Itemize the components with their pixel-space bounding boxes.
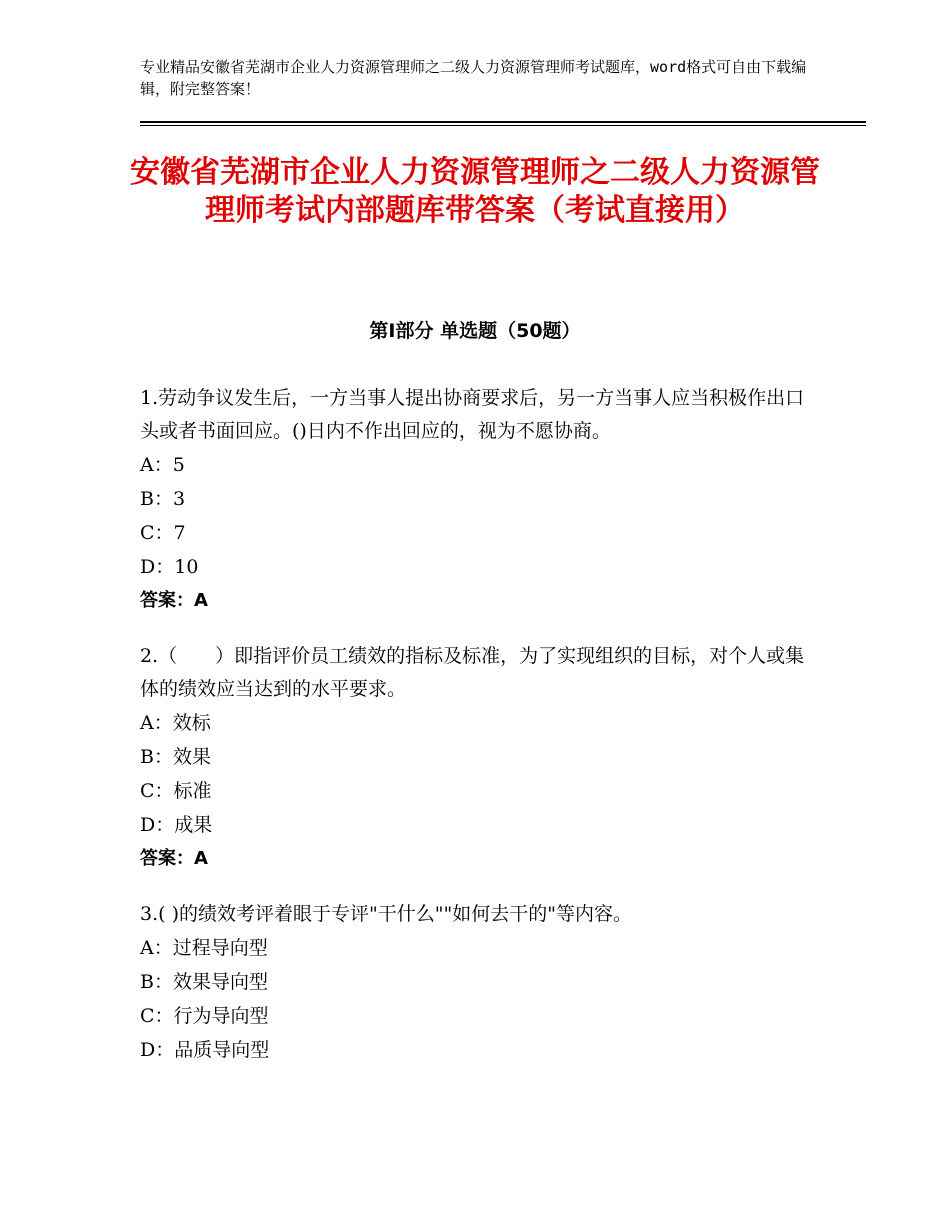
option-b: B：效果导向型 <box>140 971 268 993</box>
option-c: C：7 <box>140 522 186 544</box>
answer: 答案：A <box>140 590 208 611</box>
option-d: D：成果 <box>140 814 213 836</box>
question-stem: 1.劳动争议发生后，一方当事人提出协商要求后，另一方当事人应当积极作出口头或者书面回应。()日内不作出回应的，视为不愿协商。 <box>140 387 805 442</box>
header-note: 专业精品安徽省芜湖市企业人力资源管理师之二级人力资源管理师考试题库，word格式可自由下载编辑，附完整答案！ <box>140 58 807 98</box>
option-a: A：过程导向型 <box>140 937 268 959</box>
option-c: C：行为导向型 <box>140 1005 269 1027</box>
header-rule-thick <box>140 121 866 123</box>
option-a: A：5 <box>140 454 185 476</box>
option-a: A：效标 <box>140 712 211 734</box>
question-2 <box>140 640 820 876</box>
question-stem: 3.( )的绩效考评着眼于专评"干什么""如何去干的"等内容。 <box>140 903 632 925</box>
document-title: 安徽省芜湖市企业人力资源管理师之二级人力资源管理师考试内部题库带答案（考试直接用） <box>130 155 820 228</box>
question-3 <box>140 898 820 1067</box>
question-stem: 2.（ ）即指评价员工绩效的指标及标准，为了实现组织的目标，对个人或集体的绩效应当达到的水平要求。 <box>140 645 805 700</box>
option-d: D：10 <box>140 556 199 578</box>
question-list <box>140 382 820 1089</box>
question-1 <box>140 382 820 618</box>
option-d: D：品质导向型 <box>140 1039 270 1061</box>
option-c: C：标准 <box>140 780 212 802</box>
header-rule-thin <box>140 125 866 126</box>
option-b: B：效果 <box>140 746 211 768</box>
section-title: 第Ⅰ部分 单选题（50题） <box>369 320 581 342</box>
answer: 答案：A <box>140 848 208 869</box>
option-b: B：3 <box>140 488 186 510</box>
